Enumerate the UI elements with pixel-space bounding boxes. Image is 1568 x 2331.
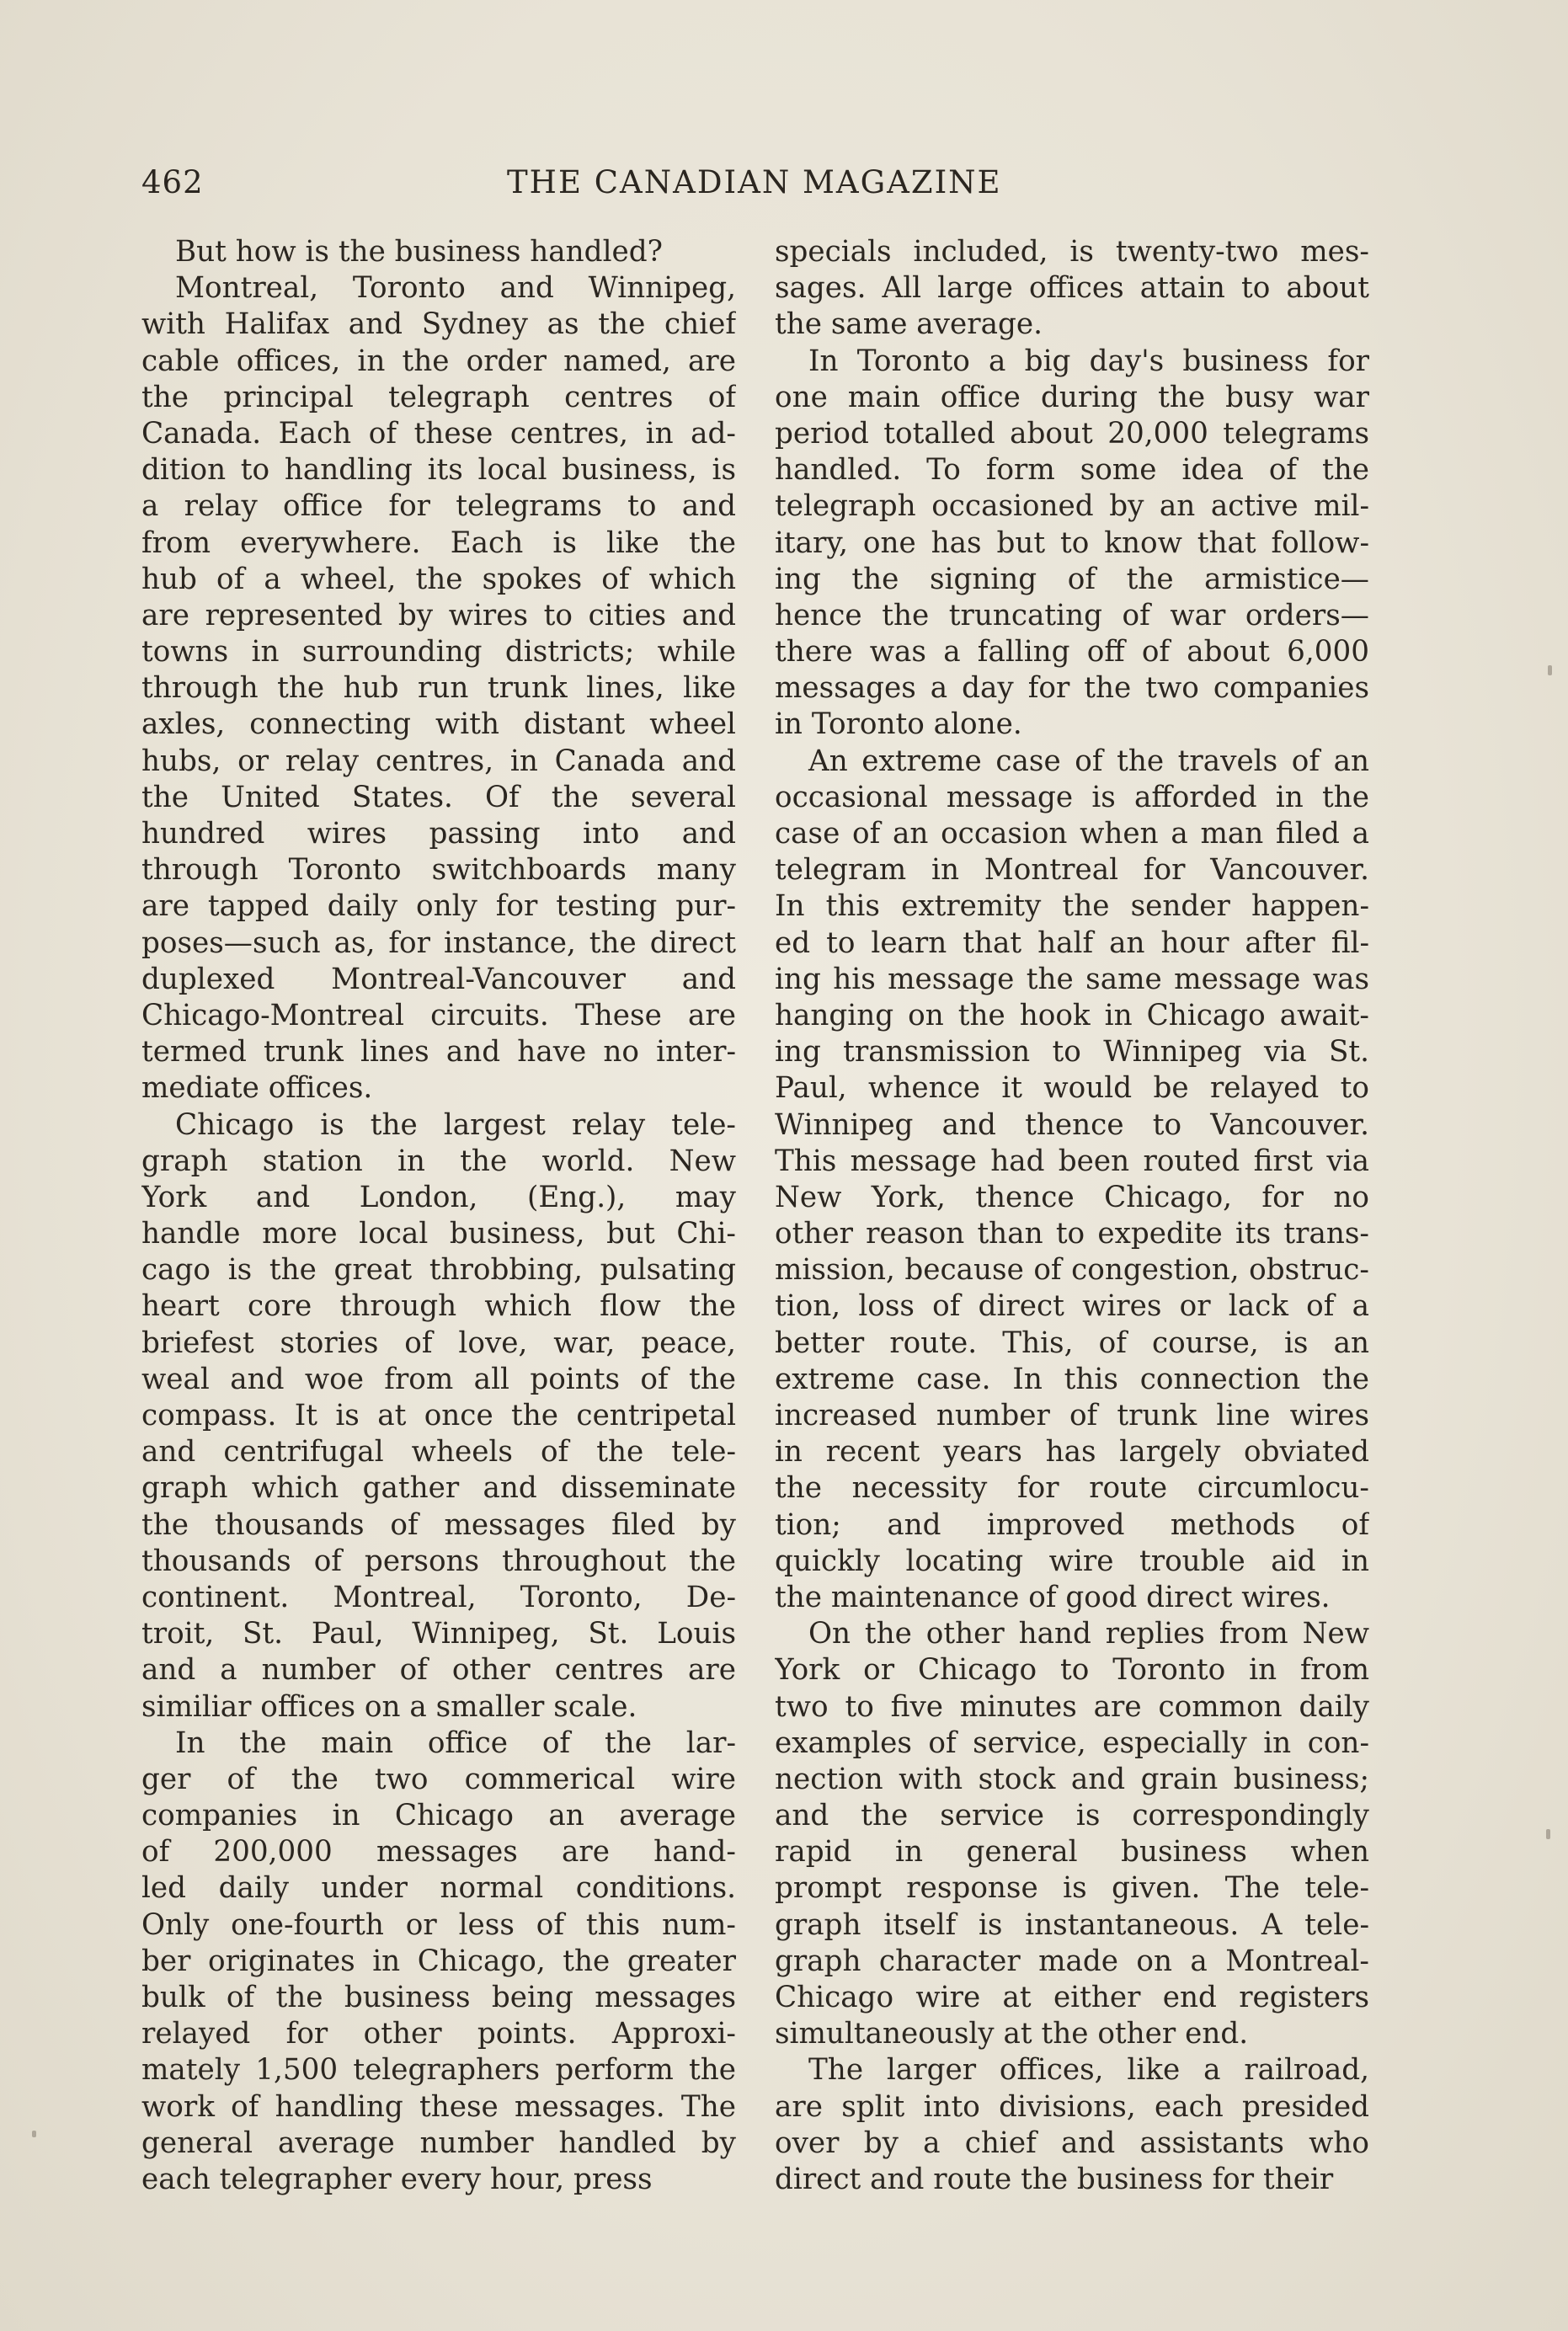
right-column-text-line: the same average. [775, 307, 1043, 342]
right-column-text-line: hanging on the hook in Chicago await- [775, 998, 1369, 1032]
left-column-text-line: ber originates in Chicago, the greater [141, 1944, 736, 1978]
left-column-text-line: termed trunk lines and have no inter- [141, 1035, 736, 1069]
right-column-text-line: tion, loss of direct wires or lack of a [775, 1289, 1369, 1324]
right-column-text-line: the maintenance of good direct wires. [775, 1580, 1331, 1614]
right-column-text-line: graph character made on a Montreal- [775, 1944, 1369, 1978]
right-column-text-line: Chicago wire at either end registers [775, 1981, 1369, 2014]
right-column-text-line: nection with stock and grain business; [775, 1762, 1369, 1796]
left-column-text-line: ger of the two commerical wire [141, 1762, 736, 1796]
right-column-text-line: New York, thence Chicago, for no [775, 1180, 1369, 1214]
left-column-text-line: Chicago-Montreal circuits. These are [141, 998, 736, 1032]
left-column-text-line: thousands of persons throughout the [141, 1544, 736, 1578]
left-column-text-line: But how is the business handled? [175, 235, 663, 269]
left-column-text-line: troit, St. Paul, Winnipeg, St. Louis [141, 1617, 736, 1651]
left-column-text-line: compass. It is at once the centripetal [141, 1399, 736, 1432]
left-column-text-line: general average number handled by [141, 2126, 736, 2160]
left-column-text-line: graph station in the world. New [141, 1144, 736, 1178]
left-column-text-line: briefest stories of love, war, peace, [141, 1326, 736, 1360]
left-column-text-line: Only one-fourth or less of this num- [141, 1907, 736, 1942]
left-column-text-line: graph which gather and disseminate [141, 1471, 736, 1506]
left-column-text-line: led daily under normal conditions. [141, 1871, 736, 1906]
left-column-text-line: Canada. Each of these centres, in ad- [141, 416, 736, 451]
right-column-text-line: hence the truncating of war orders— [775, 598, 1369, 632]
left-column-text-line: and centrifugal wheels of the tele- [141, 1435, 736, 1470]
right-column-text-line: and the service is correspondingly [775, 1799, 1369, 1833]
left-column-text-line: heart core through which flow the [141, 1289, 736, 1324]
left-column-text-line: axles, connecting with distant wheel [141, 707, 736, 742]
right-column-text-line: itary, one has but to know that follow- [775, 525, 1369, 560]
right-column-text-line: In Toronto a big day's business for [808, 344, 1369, 378]
right-column-text-line: one main office during the busy war [775, 380, 1369, 414]
left-column-text-line: hubs, or relay centres, in Canada and [141, 744, 736, 778]
left-column-text-line: similiar offices on a smaller scale. [141, 1689, 637, 1724]
right-column-text-line: graph itself is instantaneous. A tele- [775, 1907, 1369, 1942]
left-column-text-line: Montreal, Toronto and Winnipeg, [175, 271, 736, 306]
right-column-text-line: extreme case. In this connection the [775, 1362, 1369, 1396]
left-column-text-line: cable offices, in the order named, are [141, 344, 736, 378]
left-column-text-line: hub of a wheel, the spokes of which [141, 562, 736, 596]
right-column-text-line: increased number of trunk line wires [775, 1399, 1369, 1432]
left-column-text-line: bulk of the business being messages [141, 1981, 736, 2014]
right-column-text-line: other reason than to expedite its trans- [775, 1217, 1369, 1251]
left-column-text-line: work of handling these messages. The [141, 2089, 736, 2124]
right-column-text-line: telegraph occasioned by an active mil- [775, 489, 1369, 524]
left-column-text-line: are tapped daily only for testing pur- [141, 889, 736, 924]
right-column-text-line: simultaneously at the other end. [775, 2017, 1249, 2051]
right-column-text-line: in recent years has largely obviated [775, 1435, 1369, 1470]
right-column-text-line: specials included, is twenty-two mes- [775, 235, 1369, 269]
left-column-text-line: through Toronto switchboards many [141, 853, 736, 888]
right-column-text-line: prompt response is given. The tele- [775, 1871, 1369, 1906]
right-column-text-line: mission, because of congestion, obstruc- [775, 1253, 1369, 1288]
left-column-text-line: the thousands of messages filed by [141, 1507, 736, 1542]
right-column-text-line: period totalled about 20,000 telegrams [775, 416, 1369, 451]
right-column-text-line: the necessity for route circumlocu- [775, 1471, 1369, 1506]
print-speck [1546, 1829, 1550, 1839]
right-column-text-line: An extreme case of the travels of an [808, 744, 1369, 778]
left-column-text-line: weal and woe from all points of the [141, 1362, 736, 1396]
print-speck [1548, 665, 1552, 675]
left-column-text-line: continent. Montreal, Toronto, De- [141, 1580, 736, 1614]
right-column-text-line: Paul, whence it would be relayed to [775, 1071, 1369, 1106]
left-column-text-line: dition to handling its local business, is [141, 453, 736, 488]
right-column-text-line: examples of service, especially in con- [775, 1726, 1369, 1760]
left-column-text-line: the United States. Of the several [141, 780, 736, 814]
right-column-text-line: ing his message the same message was [775, 962, 1369, 996]
print-speck [32, 2131, 36, 2137]
left-column-text-line: cago is the great throbbing, pulsating [141, 1253, 736, 1288]
left-column-text-line: York and London, (Eng.), may [141, 1180, 736, 1214]
left-column-text-line: and a number of other centres are [141, 1653, 736, 1688]
left-column-text-line: towns in surrounding districts; while [141, 635, 736, 669]
right-column-text-line: occasional message is afforded in the [775, 780, 1369, 814]
left-column-text-line: mediate offices. [141, 1071, 373, 1106]
right-column-text-line: tion; and improved methods of [775, 1507, 1369, 1542]
left-column-text-line: a relay office for telegrams to and [141, 489, 736, 524]
right-column-text-line: messages a day for the two companies [775, 671, 1369, 706]
right-column-text-line: quickly locating wire trouble aid in [775, 1544, 1369, 1578]
page-number: 462 [141, 164, 204, 200]
left-column-text-line: duplexed Montreal-Vancouver and [141, 962, 736, 996]
left-column-text-line: relayed for other points. Approxi- [141, 2017, 736, 2051]
left-column-text-line: In the main office of the lar- [175, 1726, 736, 1760]
left-column-text-line: each telegrapher every hour, press [141, 2162, 653, 2196]
running-title: THE CANADIAN MAGAZINE [507, 164, 1002, 200]
right-column-text-line: handled. To form some idea of the [775, 453, 1369, 488]
right-column-text-line: In this extremity the sender happen- [775, 889, 1369, 924]
left-column-text-line: poses—such as, for instance, the direct [141, 925, 736, 960]
right-column-text-line: On the other hand replies from New [808, 1617, 1369, 1651]
right-column-text-line: direct and route the business for their [775, 2162, 1334, 2196]
left-column-text-line: with Halifax and Sydney as the chief [141, 307, 736, 342]
right-column-text-line: over by a chief and assistants who [775, 2126, 1369, 2160]
left-column-text-line: from everywhere. Each is like the [141, 525, 736, 560]
left-column-text-line: Chicago is the largest relay tele- [175, 1107, 736, 1142]
left-column-text-line: of 200,000 messages are hand- [141, 1835, 736, 1870]
right-column-text-line: in Toronto alone. [775, 707, 1022, 742]
right-column-text-line: there was a falling off of about 6,000 [775, 635, 1369, 669]
right-column-text-line: sages. All large offices attain to about [775, 271, 1369, 306]
right-column-text-line: ed to learn that half an hour after fil- [775, 925, 1369, 960]
page-header [141, 164, 1034, 206]
left-column-text-line: handle more local business, but Chi- [141, 1217, 736, 1251]
left-column-text-line: through the hub run trunk lines, like [141, 671, 736, 706]
right-column-text-line: two to five minutes are common daily [775, 1689, 1369, 1724]
right-column-text-line: ing transmission to Winnipeg via St. [775, 1035, 1369, 1069]
right-column-text-line: York or Chicago to Toronto in from [775, 1653, 1369, 1688]
left-column [141, 234, 736, 2198]
right-column-text-line: ing the signing of the armistice— [775, 562, 1369, 596]
right-column-text-line: The larger offices, like a railroad, [808, 2053, 1369, 2088]
left-column-text-line: mately 1,500 telegraphers perform the [141, 2053, 736, 2088]
left-column-text-line: are represented by wires to cities and [141, 598, 736, 632]
right-column-text-line: rapid in general business when [775, 1835, 1369, 1870]
left-column-text-line: companies in Chicago an average [141, 1799, 736, 1833]
right-column [775, 234, 1369, 2198]
right-column-text-line: are split into divisions, each presided [775, 2089, 1369, 2124]
right-column-text-line: Winnipeg and thence to Vancouver. [775, 1107, 1369, 1142]
right-column-text-line: This message had been routed first via [775, 1144, 1369, 1178]
left-column-text-line: the principal telegraph centres of [141, 380, 736, 414]
left-column-text-line: hundred wires passing into and [141, 817, 736, 851]
right-column-text-line: better route. This, of course, is an [775, 1326, 1369, 1360]
right-column-text-line: telegram in Montreal for Vancouver. [775, 853, 1369, 888]
right-column-text-line: case of an occasion when a man filed a [775, 817, 1369, 851]
